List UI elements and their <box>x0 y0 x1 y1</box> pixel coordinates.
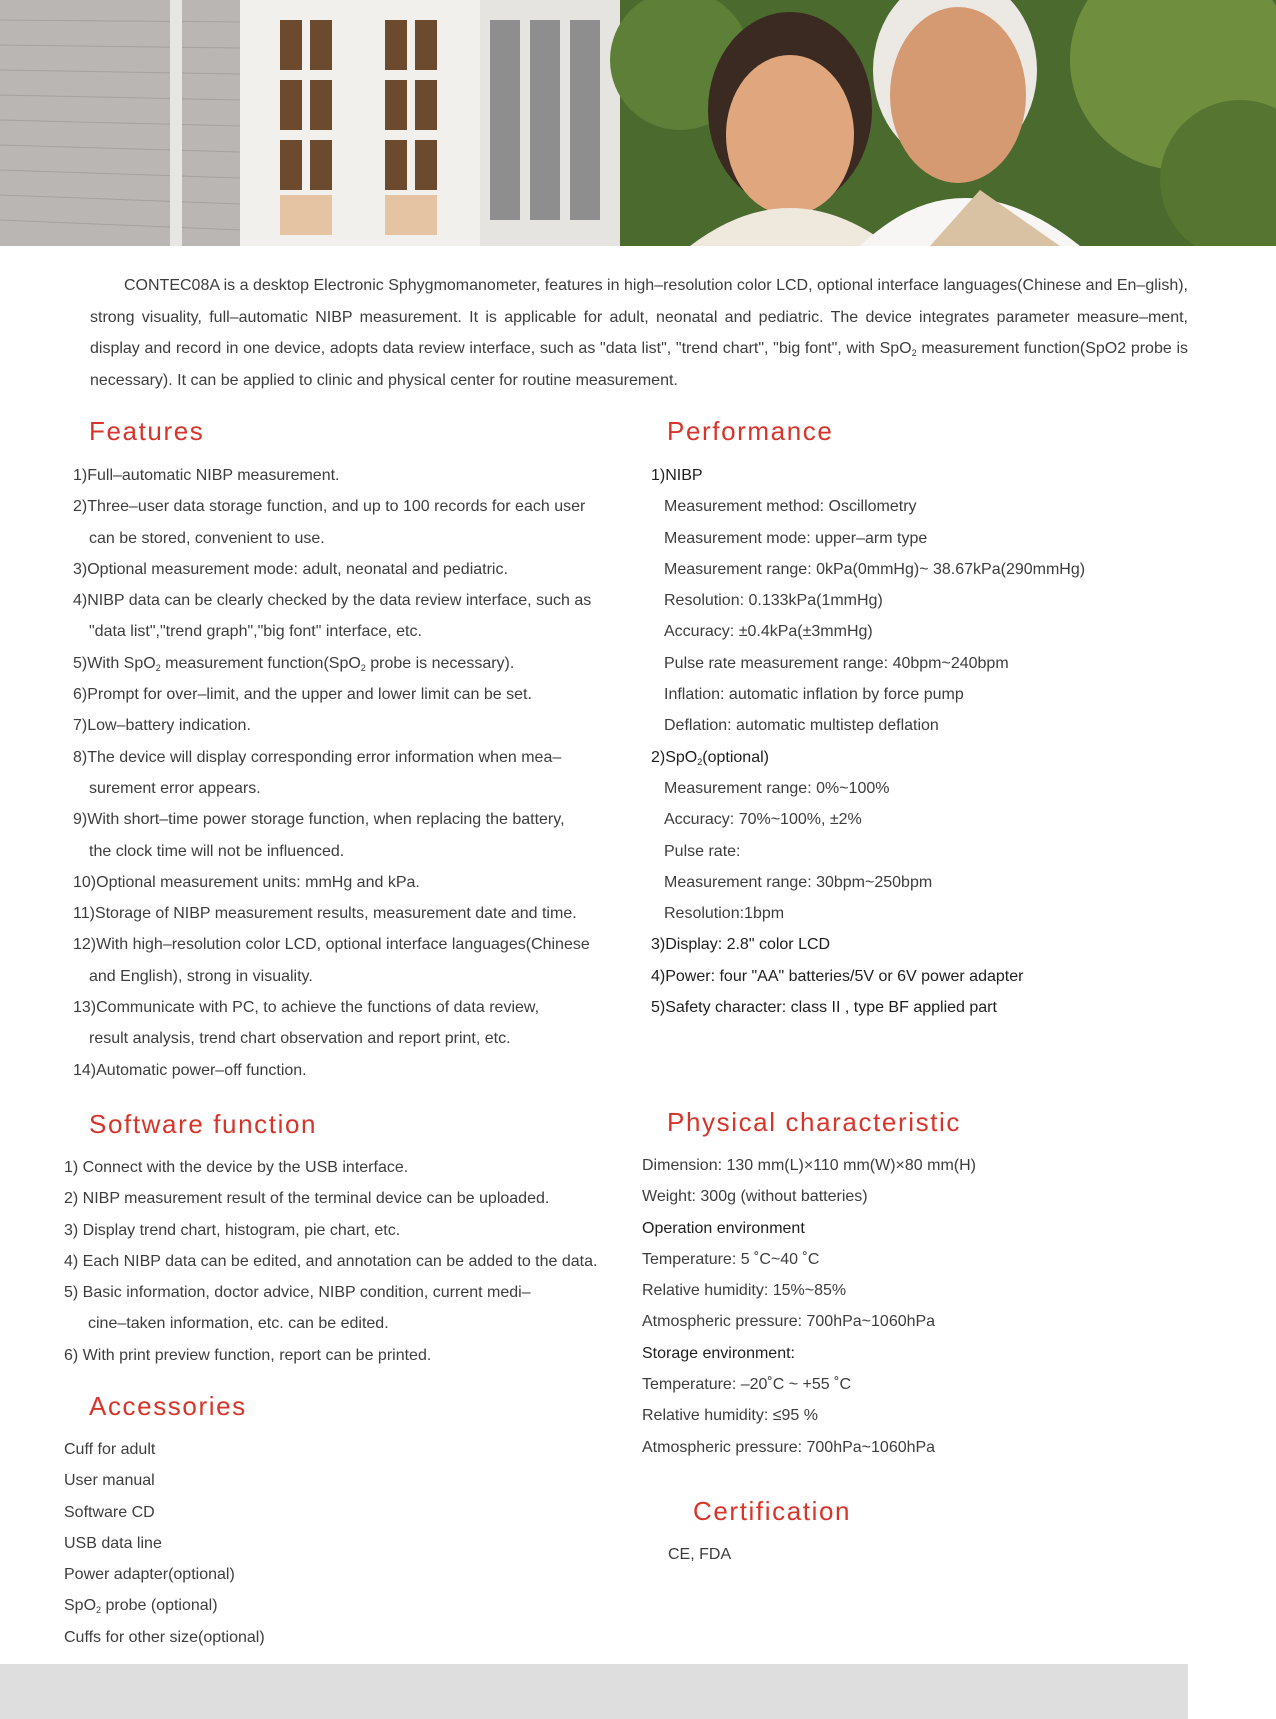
list-item: 11)Storage of NIBP measurement results, measurement date and time. <box>73 905 577 923</box>
list-item: Measurement range: 0kPa(0mmHg)~ 38.67kPa(290mmHg) <box>664 560 1086 578</box>
list-item: Weight: 300g (without batteries) <box>642 1188 868 1206</box>
list-item: Power adapter(optional) <box>64 1566 235 1584</box>
list-item: Cuff for adult <box>64 1441 156 1458</box>
footer-bar <box>0 1664 1188 1719</box>
list-item: 6) With print preview function, report can be printed. <box>64 1346 432 1364</box>
performance-list <box>651 460 1211 1023</box>
accessories-heading: Accessories <box>89 1391 247 1421</box>
list-item: Temperature: –20˚C ~ +55 ˚C <box>642 1376 851 1394</box>
list-item: Relative humidity: 15%~85% <box>642 1282 847 1300</box>
list-item: 1)NIBP <box>651 467 703 484</box>
list-item: Inflation: automatic inflation by force pump <box>664 686 964 704</box>
list-item: Pulse rate measurement range: 40bpm~240bpm <box>664 654 1009 672</box>
list-item: 1) Connect with the device by the USB interface. <box>64 1159 409 1176</box>
software-heading: Software function <box>89 1109 318 1139</box>
list-item: 8)The device will display corresponding error information when mea– <box>73 748 562 766</box>
list-item: Measurement range: 0%~100% <box>664 779 890 797</box>
accessories-list <box>64 1434 564 1653</box>
list-item: 5) Basic information, doctor advice, NIBP condition, current medi– <box>64 1284 531 1302</box>
performance-heading: Performance <box>667 416 834 446</box>
list-item: 9)With short–time power storage function, when replacing the battery, <box>73 811 565 829</box>
list-item: "data list","trend graph","big font" interface, etc. <box>89 623 422 641</box>
list-item: 4) Each NIBP data can be edited, and annotation can be added to the data. <box>64 1252 598 1270</box>
list-item: 5)With SpO$_2$ measurement function(SpO$_2$ probe is necessary). <box>73 654 515 673</box>
software-list <box>64 1152 634 1371</box>
list-item: and English), strong in visuality. <box>89 967 313 985</box>
certification-value: CE, FDA <box>668 1546 732 1563</box>
list-item: USB data line <box>64 1534 162 1552</box>
list-item: 4)NIBP data can be clearly checked by the data review interface, such as <box>73 592 592 610</box>
list-item: 6)Prompt for over–limit, and the upper and lower limit can be set. <box>73 686 532 704</box>
features-heading: Features <box>89 416 205 446</box>
list-item: 4)Power: four "AA" batteries/5V or 6V power adapter <box>651 967 1024 985</box>
list-item: 12)With high–resolution color LCD, optional interface languages(Chinese <box>73 936 590 954</box>
list-item: Resolution:1bpm <box>664 905 785 923</box>
list-item: Accuracy: 70%~100%, ±2% <box>664 811 862 829</box>
list-item: 13)Communicate with PC, to achieve the functions of data review, <box>73 999 540 1017</box>
list-item: cine–taken information, etc. can be edited. <box>88 1315 389 1333</box>
features-list <box>73 460 633 1086</box>
list-item: Measurement method: Oscillometry <box>664 498 917 516</box>
list-item: Measurement range: 30bpm~250bpm <box>664 873 933 891</box>
list-item: can be stored, convenient to use. <box>89 529 325 547</box>
list-item: 2)Three–user data storage function, and up to 100 records for each user <box>73 498 586 516</box>
intro-paragraph: CONTEC08A is a desktop Electronic Sphygmomanometer, features in high–resolution color LCD, optional interface languages(Chinese and En–glish), strong visuality, full–automatic NIBP measurement. It is applicable for adult, neonatal and pediatric. The device integrates parameter measure–ment, display and record in one device, adopts data review interface, such as "data list", "trend chart", "big font", with SpO$_2$ measurement function(SpO2 probe is necessary). It can be applied to clinic and physical center for routine measurement. <box>90 277 1189 389</box>
list-item: the clock time will not be influenced. <box>89 842 345 860</box>
list-item: Resolution: 0.133kPa(1mmHg) <box>664 592 883 610</box>
list-item: Pulse rate: <box>664 842 741 860</box>
list-item: 3)Display: 2.8" color LCD <box>651 936 831 954</box>
list-item: Relative humidity: ≤95 % <box>642 1407 818 1425</box>
list-item: Atmospheric pressure: 700hPa~1060hPa <box>642 1313 936 1331</box>
physical-heading: Physical characteristic <box>667 1107 961 1137</box>
hero-photo <box>0 0 1276 246</box>
list-item: Dimension: 130 mm(L)×110 mm(W)×80 mm(H) <box>642 1157 976 1174</box>
list-item: 3) Display trend chart, histogram, pie chart, etc. <box>64 1221 401 1239</box>
list-item: 2) NIBP measurement result of the terminal device can be uploaded. <box>64 1190 550 1208</box>
list-item: Measurement mode: upper–arm type <box>664 529 928 547</box>
elderly-couple-photo-icon <box>0 0 1276 246</box>
list-item: Cuffs for other size(optional) <box>64 1628 265 1646</box>
certification-heading: Certification <box>693 1496 852 1526</box>
list-item: 5)Safety character: class II , type BF applied part <box>651 999 997 1017</box>
list-item: Temperature: 5 ˚C~40 ˚C <box>642 1250 820 1268</box>
list-item: 14)Automatic power–off function. <box>73 1061 307 1079</box>
list-item: Storage environment: <box>642 1344 795 1362</box>
list-item: surement error appears. <box>89 779 261 797</box>
list-item: 1)Full–automatic NIBP measurement. <box>73 467 340 484</box>
list-item: Atmospheric pressure: 700hPa~1060hPa <box>642 1438 936 1456</box>
list-item: 2)SpO$_2$(optional) <box>651 748 769 767</box>
physical-list <box>642 1150 1202 1463</box>
list-item: Accuracy: ±0.4kPa(±3mmHg) <box>664 623 873 641</box>
list-item: result analysis, trend chart observation and report print, etc. <box>89 1030 511 1048</box>
list-item: 10)Optional measurement units: mmHg and kPa. <box>73 873 420 891</box>
list-item: Operation environment <box>642 1219 805 1237</box>
list-item: 3)Optional measurement mode: adult, neonatal and pediatric. <box>73 560 508 578</box>
list-item: Deflation: automatic multistep deflation <box>664 717 939 735</box>
list-item: SpO$_2$ probe (optional) <box>64 1597 218 1616</box>
list-item: 7)Low–battery indication. <box>73 717 251 735</box>
list-item: Software CD <box>64 1503 155 1521</box>
list-item: User manual <box>64 1472 155 1490</box>
certification-list <box>668 1539 968 1570</box>
